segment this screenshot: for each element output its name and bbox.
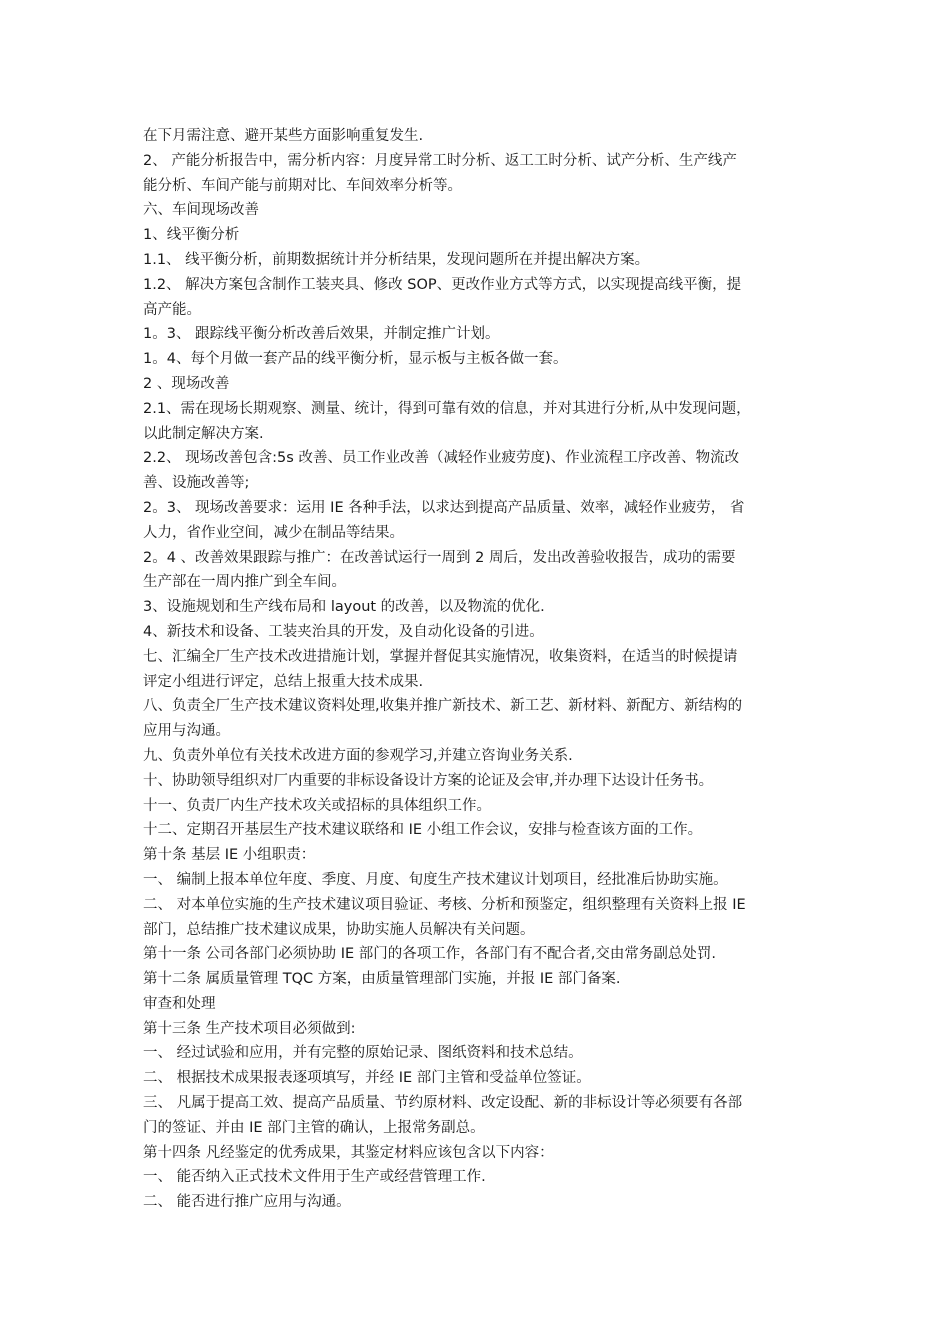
- text-line: 1.1、 线平衡分析，前期数据统计并分析结果，发现问题所在并提出解决方案。: [143, 251, 650, 268]
- text-line: 1。3、 跟踪线平衡分析改善后效果，并制定推广计划。: [143, 326, 500, 343]
- text-line: 十一、负责厂内生产技术攻关或招标的具体组织工作。: [143, 797, 491, 814]
- article-heading: 第十三条 生产技术项目必须做到:: [143, 1020, 356, 1037]
- text-line: 2。3、 现场改善要求：运用 IE 各种手法，以求达到提高产品质量、效率，减轻作业疲劳， 省: [143, 499, 745, 516]
- text-line: 高产能。: [143, 301, 201, 318]
- text-line: 第十二条 属质量管理 TQC 方案，由质量管理部门实施，并报 IE 部门备案.: [143, 971, 621, 988]
- text-line: 善、设施改善等;: [143, 475, 250, 492]
- text-line: 一、 经过试验和应用，并有完整的原始记录、图纸资料和技术总结。: [143, 1045, 583, 1062]
- text-line: 2.1、需在现场长期观察、测量、统计，得到可靠有效的信息，并对其进行分析,从中发现问题，: [143, 400, 751, 417]
- section-heading: 审查和处理: [143, 995, 216, 1012]
- text-line: 2.2、 现场改善包含:5s 改善、员工作业改善（减轻作业疲劳度)、作业流程工序改善、物流改: [143, 450, 740, 467]
- document-body: [143, 124, 815, 1215]
- section-heading: 六、车间现场改善: [143, 202, 259, 219]
- text-line: 3、设施规划和生产线布局和 layout 的改善，以及物流的优化.: [143, 599, 545, 616]
- text-line: 十二、定期召开基层生产技术建议联络和 IE 小组工作会议，安排与检查该方面的工作。: [143, 822, 703, 839]
- text-line: 以此制定解决方案.: [143, 425, 264, 442]
- text-line: 1.2、 解决方案包含制作工装夹具、修改 SOP、更改作业方式等方式，以实现提高线平衡，提: [143, 276, 742, 293]
- article-heading: 第十四条 凡经鉴定的优秀成果，其鉴定材料应该包含以下内容：: [143, 1144, 554, 1161]
- text-line: 能分析、车间产能与前期对比、车间效率分析等。: [143, 177, 462, 194]
- text-line: 三、 凡属于提高工效、提高产品质量、节约原材料、改定设配、新的非标设计等必须要有各部: [143, 1095, 743, 1112]
- subsection-heading: 2 、现场改善: [143, 375, 230, 392]
- text-line: 2。4 、改善效果跟踪与推广：在改善试运行一周到 2 周后，发出改善验收报告，成功的需要: [143, 549, 736, 566]
- text-line: 七、汇编全厂生产技术改进措施计划，掌握并督促其实施情况，收集资料，在适当的时候提请: [143, 648, 738, 665]
- text-line: 应用与沟通。: [143, 723, 230, 740]
- text-line: 部门，总结推广技术建议成果，协助实施人员解决有关问题。: [143, 921, 535, 938]
- text-line: 生产部在一周内推广到全车间。: [143, 574, 346, 591]
- text-line: 十、协助领导组织对厂内重要的非标设备设计方案的论证及会审,并办理下达设计任务书。: [143, 772, 714, 789]
- text-line: 2、 产能分析报告中，需分析内容：月度异常工时分析、返工工时分析、试产分析、生产线产: [143, 152, 737, 169]
- text-line: 在下月需注意、避开某些方面影响重复发生.: [143, 128, 424, 144]
- text-line: 一、 编制上报本单位年度、季度、月度、旬度生产技术建议计划项目，经批准后协助实施。: [143, 871, 728, 888]
- subsection-heading: 1、线平衡分析: [143, 227, 240, 244]
- text-line: 1。4、每个月做一套产品的线平衡分析，显示板与主板各做一套。: [143, 351, 568, 368]
- text-line: 人力，省作业空间，减少在制品等结果。: [143, 524, 404, 541]
- text-line: 九、负责外单位有关技术改进方面的参观学习,并建立咨询业务关系.: [143, 747, 573, 764]
- text-line: 评定小组进行评定，总结上报重大技术成果.: [143, 673, 424, 690]
- text-line: 4、新技术和设备、工装夹治具的开发，及自动化设备的引进。: [143, 623, 544, 640]
- text-line: 二、 根据技术成果报表逐项填写，并经 IE 部门主管和受益单位签证。: [143, 1070, 591, 1087]
- text-line: 二、 能否进行推广应用与沟通。: [143, 1194, 351, 1211]
- text-line: 第十一条 公司各部门必须协助 IE 部门的各项工作，各部门有不配合者,交由常务副总处罚.: [143, 946, 716, 963]
- text-line: 一、 能否纳入正式技术文件用于生产或经营管理工作.: [143, 1169, 486, 1186]
- article-heading: 第十条 基层 IE 小组职责：: [143, 847, 316, 864]
- text-line: 八、负责全厂生产技术建议资料处理,收集并推广新技术、新工艺、新材料、新配方、新结构的: [143, 698, 743, 715]
- text-line: 二、 对本单位实施的生产技术建议项目验证、考核、分析和预鉴定，组织整理有关资料上报 IE: [143, 896, 746, 913]
- text-line: 门的签证、并由 IE 部门主管的确认，上报常务副总。: [143, 1119, 485, 1136]
